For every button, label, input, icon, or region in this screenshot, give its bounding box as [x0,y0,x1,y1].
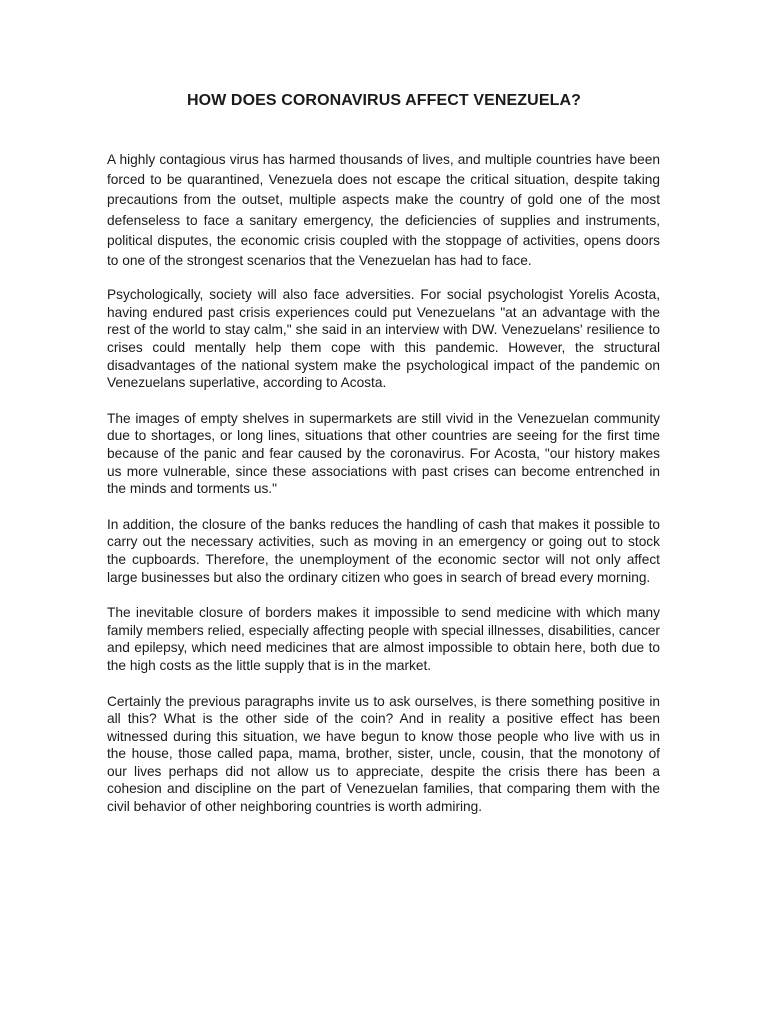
paragraph-6: Certainly the previous paragraphs invite us to ask ourselves, is there something positive in all this? What is the other side of the coin? And in reality a positive effect has been witnessed during this situation, we have begun to know those people who live with us in the house, those called papa, mama, brother, sister, uncle, cousin, that the monotony of our lives perhaps did not allow us to appreciate, despite the crisis there has been a cohesion and discipline on the part of Venezuelan families, that comparing them with the civil behavior of other neighboring countries is worth admiring. [107,693,660,815]
paragraph-2: Psychologically, society will also face adversities. For social psychologist Yorelis Acosta, having endured past crisis experiences could put Venezuelans "at an advantage with the rest of the world to stay calm," she said in an interview with DW. Venezuelans' resilience to crises could mentally help them cope with this pandemic. However, the structural disadvantages of the national system make the psychological impact of the pandemic on Venezuelans superlative, according to Acosta. [107,287,660,391]
paragraph-5: The inevitable closure of borders makes it impossible to send medicine with which many family members relied, especially affecting people with special illnesses, disabilities, cancer and epilepsy, which need medicines that are almost impossible to obtain here, both due to the high costs as the little supply that is in the market. [107,605,660,673]
document-title: HOW DOES CORONAVIRUS AFFECT VENEZUELA? [186,92,582,109]
document-body [107,150,660,834]
paragraph-4: In addition, the closure of the banks reduces the handling of cash that makes it possible to carry out the necessary activities, such as moving in an emergency or going out to stock the cupboards. Therefore, the unemployment of the economic sector will not only affect large businesses but also the ordinary citizen who goes in search of bread every morning. [107,516,660,585]
paragraph-3: The images of empty shelves in supermarkets are still vivid in the Venezuelan community due to shortages, or long lines, situations that other countries are seeing for the first time because of the panic and fear caused by the coronavirus. For Acosta, "our history makes us more vulnerable, since these associations with past crises can become entrenched in the minds and torments us." [107,410,660,497]
paragraph-1: A highly contagious virus has harmed thousands of lives, and multiple countries have been forced to be quarantined, Venezuela does not escape the critical situation, despite taking precautions from the outset, multiple aspects make the country of gold one of the most defenseless to face a sanitary emergency, the deficiencies of supplies and instruments, political disputes, the economic crisis coupled with the stoppage of activities, opens doors to one of the strongest scenarios that the Venezuelan has had to face. [107,152,660,269]
